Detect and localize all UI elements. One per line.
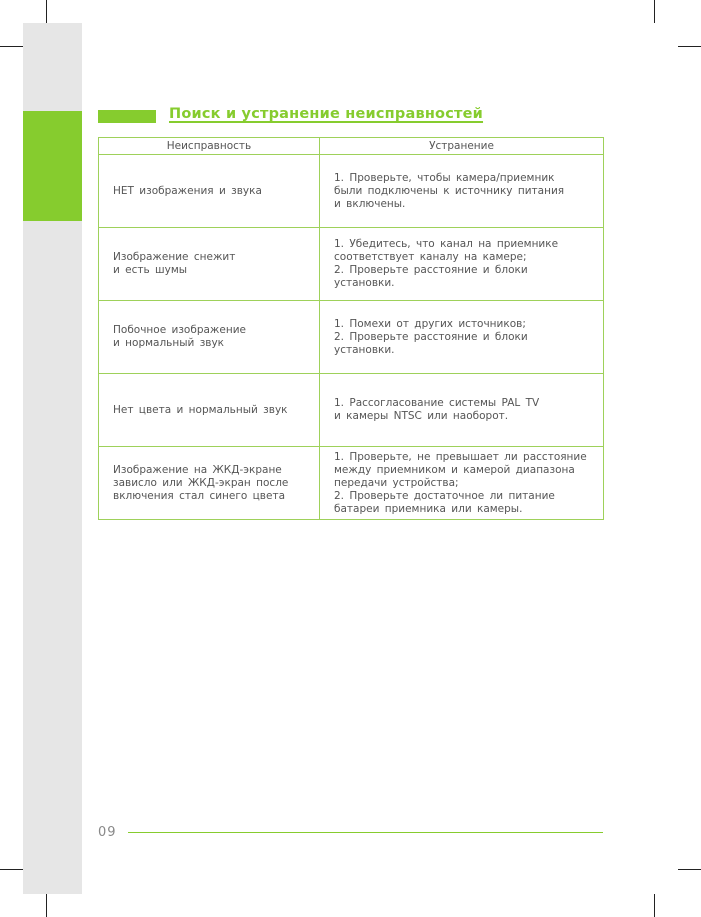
crop-mark (46, 894, 47, 917)
crop-mark (654, 0, 655, 23)
table-row (99, 447, 604, 520)
problem-cell: Побочное изображение и нормальный звук (99, 301, 320, 374)
solution-cell: 1. Проверьте, не превышает ли расстояние между приемником и камерой диапазона передачи устройства; 2. Проверьте достаточное ли питание батареи приемника или камеры. (320, 447, 604, 520)
problem-cell: Изображение снежит и есть шумы (99, 228, 320, 301)
crop-mark (0, 46, 23, 47)
crop-mark (678, 869, 701, 870)
footer-divider (128, 832, 603, 833)
problem-cell: НЕТ изображения и звука (99, 155, 320, 228)
crop-mark (0, 869, 23, 870)
troubleshooting-table (98, 137, 604, 520)
solution-cell: 1. Рассогласование системы PAL TV и камеры NTSC или наоборот. (320, 374, 604, 447)
crop-mark (46, 0, 47, 23)
side-tab (23, 111, 82, 221)
column-header-problem: Неисправность (99, 138, 320, 155)
table-header-row (99, 138, 604, 155)
table-row (99, 228, 604, 301)
problem-cell: Нет цвета и нормальный звук (99, 374, 320, 447)
solution-cell: 1. Помехи от других источников; 2. Проверьте расстояние и блоки установки. (320, 301, 604, 374)
table-row (99, 374, 604, 447)
page-number: 09 (98, 825, 117, 840)
crop-mark (654, 894, 655, 917)
crop-mark (678, 46, 701, 47)
solution-cell: 1. Убедитесь, что канал на приемнике соответствует каналу на камере; 2. Проверьте расстояние и блоки установки. (320, 228, 604, 301)
table-row (99, 155, 604, 228)
solution-cell: 1. Проверьте, чтобы камера/приемник были подключены к источнику питания и включены. (320, 155, 604, 228)
problem-cell: Изображение на ЖКД-экране зависло или ЖКД-экран после включения стал синего цвета (99, 447, 320, 520)
title-bar-decoration (98, 110, 156, 123)
table-row (99, 301, 604, 374)
page-title: Поиск и устранение неисправностей (169, 106, 484, 122)
column-header-solution: Устранение (320, 138, 604, 155)
